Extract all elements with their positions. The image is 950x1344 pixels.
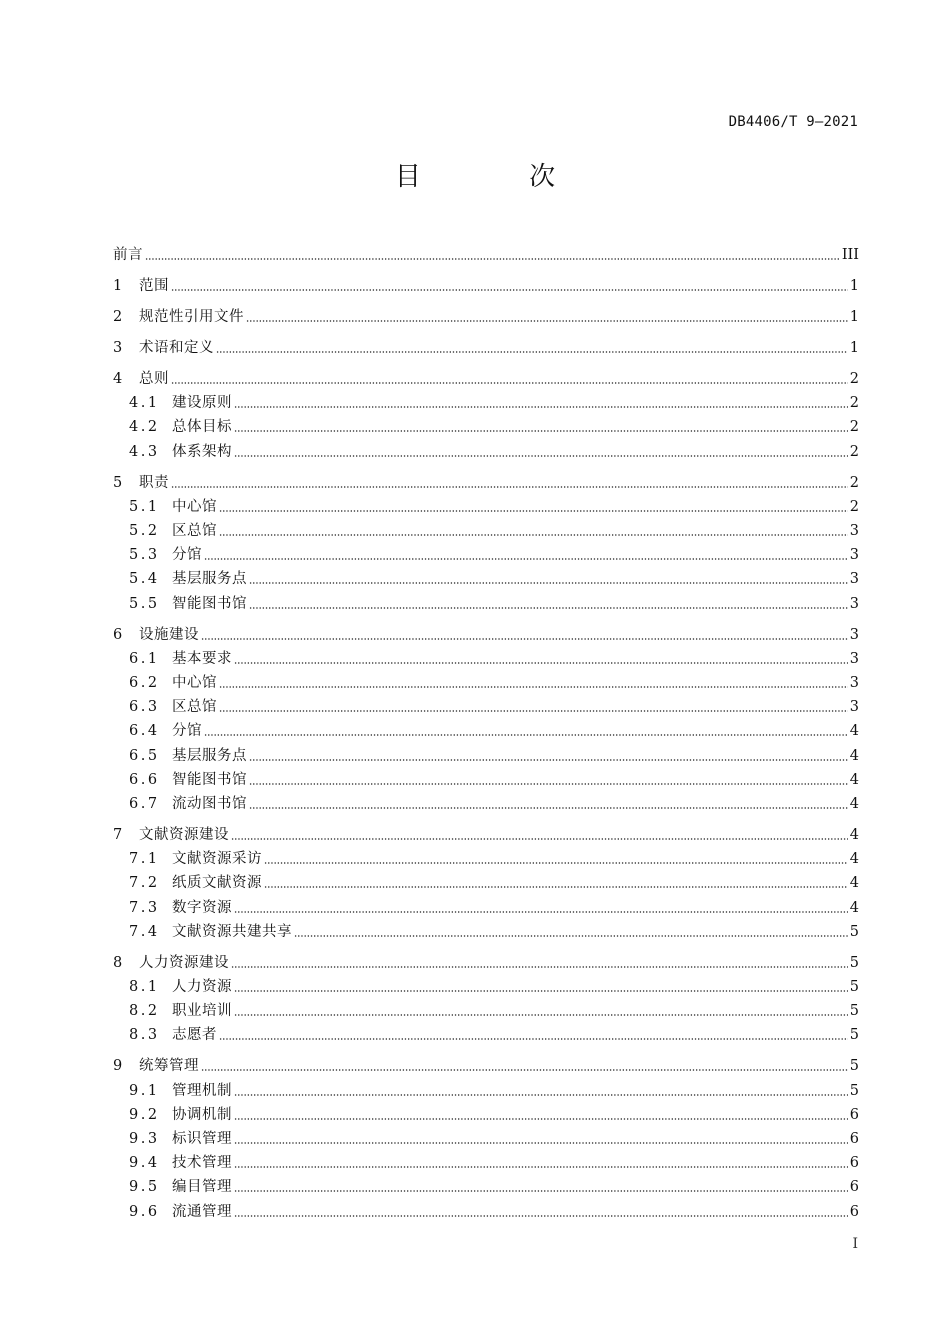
toc-entry[interactable] (113, 952, 859, 974)
toc-entry[interactable] (129, 1024, 859, 1046)
toc-entry-number: 8.2 (129, 1003, 160, 1020)
toc-entry[interactable] (113, 244, 859, 266)
toc-entry-page: 4 (849, 747, 859, 764)
dot-leader (249, 758, 848, 762)
toc-entry-page: 3 (849, 547, 859, 564)
toc-entry-label: 建设原则 (172, 395, 232, 412)
toc-entry-page: 5 (849, 1003, 859, 1020)
toc-entry-number: 5 (113, 474, 123, 491)
toc-entry-label: 标识管理 (172, 1131, 232, 1147)
toc-entry-page: 2 (849, 371, 859, 387)
toc-entry[interactable] (129, 696, 859, 718)
toc-entry-page: 1 (849, 309, 859, 325)
toc-entry-label: 体系架构 (172, 443, 232, 460)
toc-entry-label: 总则 (139, 371, 169, 387)
toc-entry-number: 9.4 (129, 1155, 160, 1172)
toc-entry[interactable] (129, 520, 859, 542)
dot-leader (249, 581, 848, 585)
toc-entry-label: 设施建设 (139, 626, 199, 643)
toc-entry-number: 5.1 (129, 498, 160, 515)
dot-leader (201, 637, 848, 641)
dot-leader (216, 350, 848, 354)
toc-entry-page: 1 (849, 340, 859, 356)
toc-entry-page: 6 (849, 1203, 859, 1220)
toc-entry[interactable] (129, 769, 859, 791)
toc-entry-label: 智能图书馆 (172, 771, 247, 788)
dot-leader (234, 454, 848, 458)
toc-entry-label: 协调机制 (172, 1106, 232, 1123)
toc-entry-number: 7.4 (129, 923, 160, 940)
toc-entry[interactable] (129, 1152, 859, 1174)
toc-entry[interactable] (129, 1128, 859, 1150)
toc-entry-page: 5 (849, 923, 859, 940)
toc-entry-number: 6.6 (129, 771, 160, 788)
toc-entry-number: 6.2 (129, 675, 160, 691)
toc-entry[interactable] (129, 921, 859, 943)
toc-entry-number: 2 (113, 309, 123, 325)
dot-leader (234, 1214, 848, 1218)
toc-entry-page: 6 (849, 1179, 859, 1196)
dot-leader (234, 1117, 848, 1121)
toc-entry-page: 3 (849, 626, 859, 643)
toc-entry-number: 9.5 (129, 1179, 160, 1196)
toc-entry-page: 2 (849, 498, 859, 515)
toc-entry-label: 分馆 (172, 547, 202, 564)
toc-entry[interactable] (113, 824, 859, 846)
toc-entry-label: 区总馆 (172, 699, 217, 716)
standard-code: DB4406/T 9—2021 (728, 114, 858, 130)
page-number: I (852, 1236, 858, 1252)
toc-entry[interactable] (129, 897, 859, 919)
toc-entry-number: 9.2 (129, 1106, 160, 1123)
toc-entry-label: 基层服务点 (172, 571, 247, 588)
toc-entry-page: III (841, 247, 859, 263)
toc-entry-page: 3 (849, 523, 859, 539)
toc-entry[interactable] (129, 745, 859, 767)
toc-entry-label: 规范性引用文件 (139, 309, 244, 325)
toc-entry-number: 8.1 (129, 979, 160, 995)
dot-leader (171, 485, 848, 489)
toc-entry-number: 1 (113, 278, 123, 294)
toc-entry[interactable] (129, 793, 859, 815)
toc-entry[interactable] (129, 593, 859, 615)
toc-entry-page: 2 (849, 395, 859, 412)
toc-entry-number: 9.1 (129, 1082, 160, 1099)
toc-entry-label: 流通管理 (172, 1203, 232, 1220)
toc-entry-page: 6 (849, 1106, 859, 1123)
dot-leader (204, 557, 848, 561)
dot-leader (145, 257, 840, 261)
toc-entry[interactable] (129, 441, 859, 463)
toc-entry-number: 9.6 (129, 1203, 160, 1220)
dot-leader (231, 837, 848, 841)
toc-entry[interactable] (129, 872, 859, 894)
dot-leader (219, 685, 848, 689)
dot-leader (219, 533, 848, 537)
page-title: 目 次 (394, 162, 606, 192)
toc-entry-label: 数字资源 (172, 899, 232, 916)
toc-entry[interactable] (129, 568, 859, 590)
toc-entry-label: 管理机制 (172, 1082, 232, 1099)
toc-entry-page: 4 (849, 827, 859, 843)
toc-entry-label: 统筹管理 (139, 1058, 199, 1075)
toc-entry-number: 5.3 (129, 547, 160, 564)
toc-entry-label: 分馆 (172, 723, 202, 740)
toc-entry-number: 6 (113, 626, 123, 643)
toc-entry-page: 4 (849, 851, 859, 868)
dot-leader (249, 806, 848, 810)
toc-entry-number: 8.3 (129, 1027, 160, 1044)
toc-entry-label: 基层服务点 (172, 747, 247, 764)
toc-entry-number: 7.1 (129, 851, 160, 868)
toc-entry-number: 4 (113, 371, 123, 387)
toc-entry-number: 7 (113, 827, 123, 843)
toc-entry-page: 4 (849, 875, 859, 892)
dot-leader (171, 288, 848, 292)
toc-entry-number: 9.3 (129, 1131, 160, 1147)
toc-entry[interactable] (129, 416, 859, 438)
toc-entry-page: 2 (849, 419, 859, 436)
dot-leader (249, 782, 848, 786)
toc-entry-number: 8 (113, 954, 123, 971)
toc-entry[interactable] (113, 337, 859, 359)
toc-entry[interactable] (129, 848, 859, 870)
toc-entry-label: 区总馆 (172, 523, 217, 539)
toc-entry-label: 范围 (139, 278, 169, 294)
toc-entry[interactable] (129, 1080, 859, 1102)
toc-entry-label: 志愿者 (172, 1027, 217, 1044)
toc-entry[interactable] (113, 306, 859, 328)
toc-entry-number: 9 (113, 1058, 123, 1075)
dot-leader (231, 965, 848, 969)
dot-leader (234, 989, 848, 993)
dot-leader (219, 509, 848, 513)
toc-entry-page: 1 (849, 278, 859, 294)
toc-entry-number: 5.5 (129, 595, 160, 612)
toc-entry[interactable] (113, 275, 859, 297)
dot-leader (234, 1093, 848, 1097)
toc-entry-page: 2 (849, 474, 859, 491)
toc-entry[interactable] (129, 1104, 859, 1126)
toc-entry[interactable] (129, 976, 859, 998)
toc-entry-page: 3 (849, 595, 859, 612)
toc-entry-page: 3 (849, 571, 859, 588)
dot-leader (201, 1068, 848, 1072)
toc-entry-number: 5.2 (129, 523, 160, 539)
toc-entry[interactable] (113, 368, 859, 390)
toc-entry-label: 技术管理 (172, 1155, 232, 1172)
toc-entry-label: 中心馆 (172, 498, 217, 515)
toc-entry-label: 基本要求 (172, 650, 232, 667)
dot-leader (234, 1013, 848, 1017)
toc-entry-page: 5 (849, 979, 859, 995)
toc-entry[interactable] (129, 648, 859, 670)
toc-entry-page: 5 (849, 1027, 859, 1044)
toc-entry-page: 5 (849, 954, 859, 971)
toc-entry-page: 4 (849, 771, 859, 788)
dot-leader (234, 429, 848, 433)
dot-leader (234, 1189, 848, 1193)
toc-entry-number: 6.3 (129, 699, 160, 716)
toc-entry[interactable] (113, 624, 859, 646)
toc-entry-label: 中心馆 (172, 675, 217, 691)
toc-entry-number: 5.4 (129, 571, 160, 588)
toc-entry-label: 纸质文献资源 (172, 875, 262, 892)
dot-leader (204, 733, 848, 737)
toc-entry-label: 编目管理 (172, 1179, 232, 1196)
toc-entry-label: 文献资源建设 (139, 827, 229, 843)
dot-leader (234, 910, 848, 914)
toc-entry-number: 4.3 (129, 443, 160, 460)
dot-leader (171, 381, 848, 385)
toc-entry-page: 2 (849, 443, 859, 460)
dot-leader (219, 1037, 848, 1041)
toc-entry[interactable] (129, 1176, 859, 1198)
toc-entry-page: 4 (849, 796, 859, 812)
dot-leader (264, 885, 848, 889)
toc-entry-page: 3 (849, 650, 859, 667)
toc-entry-label: 文献资源采访 (172, 851, 262, 868)
toc-entry[interactable] (129, 496, 859, 518)
dot-leader (249, 606, 848, 610)
toc-entry-number: 6.1 (129, 650, 160, 667)
toc-entry-number: 7.3 (129, 899, 160, 916)
toc-entry-label: 人力资源建设 (139, 954, 229, 971)
toc-entry[interactable] (129, 672, 859, 694)
dot-leader (234, 405, 848, 409)
toc-entry-label: 文献资源共建共享 (172, 923, 292, 940)
toc-entry-label: 人力资源 (172, 979, 232, 995)
toc-entry-page: 3 (849, 699, 859, 716)
toc-entry-label: 前言 (113, 247, 143, 263)
toc-entry[interactable] (129, 392, 859, 414)
toc-entry-number: 4.1 (129, 395, 160, 412)
toc-entry-number: 6.5 (129, 747, 160, 764)
dot-leader (219, 709, 848, 713)
toc-entry-number: 6.7 (129, 796, 160, 812)
toc-entry-page: 4 (849, 723, 859, 740)
toc-entry-label: 职业培训 (172, 1003, 232, 1020)
toc-entry[interactable] (129, 1201, 859, 1223)
dot-leader (264, 861, 848, 865)
dot-leader (234, 1165, 848, 1169)
toc-entry-page: 5 (849, 1082, 859, 1099)
toc-entry-label: 职责 (139, 474, 169, 491)
toc-entry-number: 7.2 (129, 875, 160, 892)
toc-entry-label: 流动图书馆 (172, 796, 247, 812)
toc-entry-page: 6 (849, 1131, 859, 1147)
toc-entry-number: 6.4 (129, 723, 160, 740)
toc-entry-page: 6 (849, 1155, 859, 1172)
toc-entry-number: 4.2 (129, 419, 160, 436)
toc-entry[interactable] (129, 720, 859, 742)
toc-entry[interactable] (129, 544, 859, 566)
toc-entry-label: 术语和定义 (139, 340, 214, 356)
dot-leader (234, 661, 848, 665)
dot-leader (246, 319, 848, 323)
toc-entry[interactable] (113, 1055, 859, 1077)
toc-entry[interactable] (113, 472, 859, 494)
dot-leader (234, 1141, 848, 1145)
toc-entry-number: 3 (113, 340, 123, 356)
toc-entry-page: 5 (849, 1058, 859, 1075)
toc-entry-page: 4 (849, 899, 859, 916)
toc-entry[interactable] (129, 1000, 859, 1022)
dot-leader (294, 934, 848, 938)
toc-entry-page: 3 (849, 675, 859, 691)
toc-entry-label: 智能图书馆 (172, 595, 247, 612)
toc-entry-label: 总体目标 (172, 419, 232, 436)
